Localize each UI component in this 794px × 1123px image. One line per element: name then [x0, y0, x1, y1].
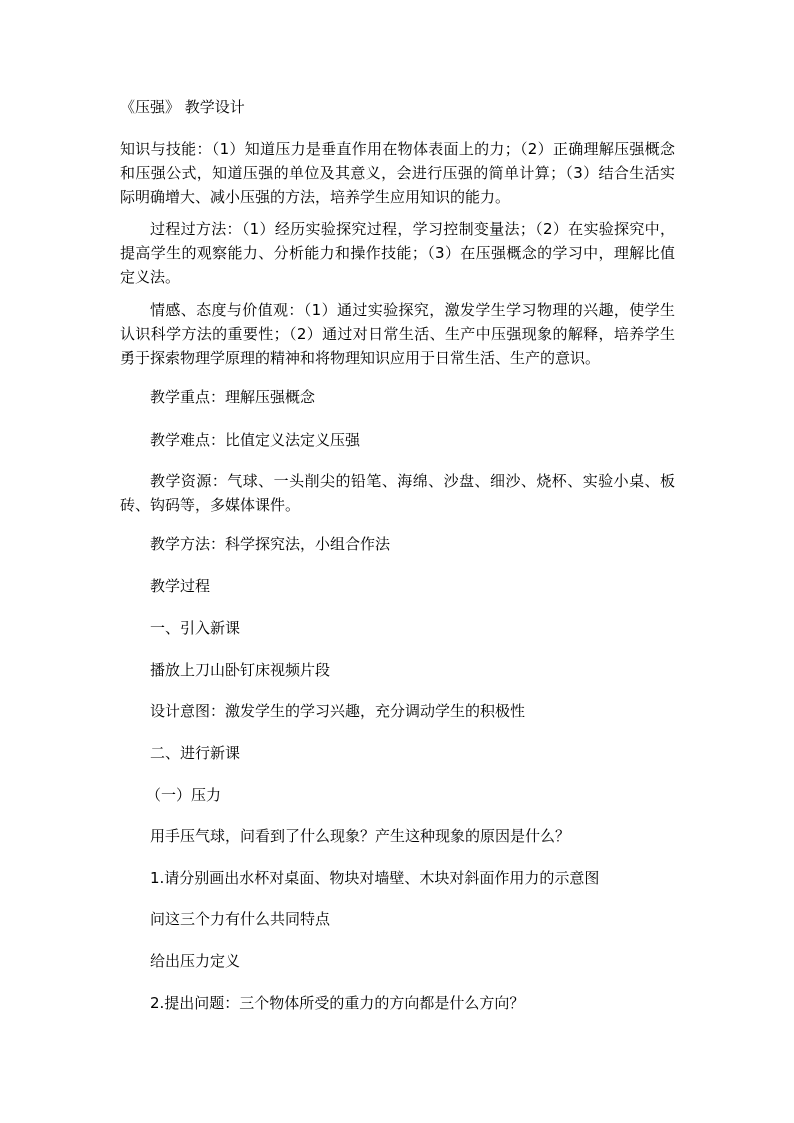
objective-process: 过程过方法：（1）经历实验探究过程，学习控制变量法；（2）在实验探究中，提高学生的观察能力、分析能力和操作技能；（3）在压强概念的学习中，理解比值定义法。	[120, 220, 675, 286]
section1-heading: 一、引入新课	[150, 619, 241, 637]
difficulty: 教学难点：比值定义法定义压强	[150, 431, 361, 449]
section1-intent: 设计意图：激发学生的学习兴趣，充分调动学生的积极性	[150, 702, 526, 720]
teaching-method: 教学方法：科学探究法，小组合作法	[150, 535, 391, 553]
section2-heading: 二、进行新课	[150, 744, 241, 762]
step1-instruction: 1.请分别画出水杯对桌面、物块对墙壁、木块对斜面作用力的示意图	[150, 869, 600, 887]
subsection1-heading: （一）压力	[146, 786, 222, 804]
objective-knowledge: 知识与技能：（1）知道压力是垂直作用在物体表面上的力；（2）正确理解压强概念和压强公式，知道压强的单位及其意义，会进行压强的简单计算；（3）结合生活实际明确增大、减小压强的方法，培养学生应用知识的能力。	[120, 140, 675, 206]
step1-question: 问这三个力有什么共同特点	[150, 910, 331, 928]
resources: 教学资源：气球、一头削尖的铅笔、海绵、沙盘、细沙、烧杯、实验小桌、板砖、钩码等，多媒体课件。	[120, 472, 675, 514]
step1-definition: 给出压力定义	[150, 952, 241, 970]
objective-emotion: 情感、态度与价值观：（1）通过实验探究，激发学生学习物理的兴趣，使学生认识科学方法的重要性；（2）通过对日常生活、生产中压强现象的解释，培养学生勇于探索物理学原理的精神和将物理知识应用于日常生活、生产的意识。	[120, 301, 675, 367]
document-title: 《压强》 教学设计	[120, 98, 245, 116]
step2-question: 2.提出问题：三个物体所受的重力的方向都是什么方向？	[150, 994, 525, 1012]
key-point: 教学重点：理解压强概念	[150, 388, 316, 406]
question-balloon: 用手压气球，问看到了什么现象？产生这种现象的原因是什么？	[150, 827, 571, 845]
section1-activity: 播放上刀山卧钉床视频片段	[150, 661, 331, 679]
process-heading: 教学过程	[150, 577, 211, 595]
